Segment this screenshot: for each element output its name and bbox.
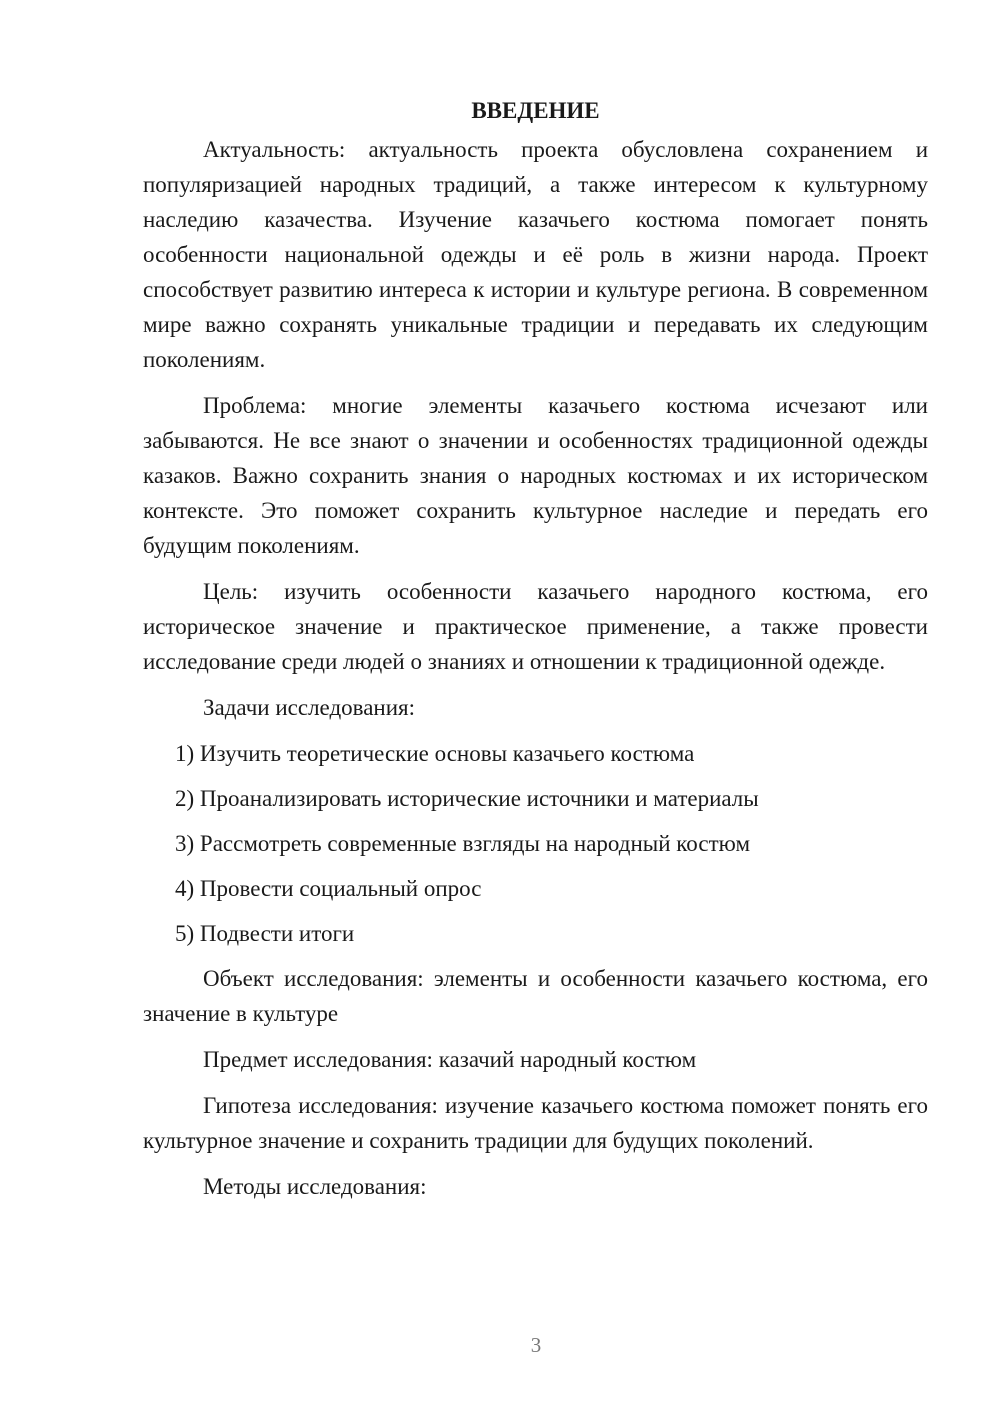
section-title: ВВЕДЕНИЕ	[471, 98, 600, 123]
hypothesis-paragraph: Гипотеза исследования: изучение казачьего костюма поможет понять его культурное значение и сохранить традиции для будущих поколений.	[143, 1093, 928, 1153]
task-item-1: 1) Изучить теоретические основы казачьего костюма	[175, 741, 695, 766]
goal-paragraph: Цель: изучить особенности казачьего народного костюма, его историческое значение и практическое применение, а также провести исследование среди людей о знаниях и отношении к традиционной одежде.	[143, 579, 928, 674]
document-page	[143, 96, 928, 1215]
methods-heading: Методы исследования:	[203, 1174, 427, 1199]
relevance-paragraph: Актуальность: актуальность проекта обусловлена сохранением и популяризацией народных традиций, а также интересом к культурному наследию казачества. Изучение казачьего костюма помогает понять особенности национальной одежды и её роль в жизни народа. Проект способствует развитию интереса к истории и культуре региона. В современном мире важно сохранять уникальные традиции и передавать их следующим поколениям.	[143, 137, 928, 372]
task-item-2: 2) Проанализировать исторические источники и материалы	[175, 786, 759, 811]
task-item-4: 4) Провести социальный опрос	[175, 876, 482, 901]
task-item-3: 3) Рассмотреть современные взгляды на народный костюм	[175, 831, 751, 856]
problem-paragraph: Проблема: многие элементы казачьего костюма исчезают или забываются. Не все знают о значении и особенностях традиционной одежды казаков. Важно сохранить знания о народных костюмах и их историческом контексте. Это поможет сохранить культурное наследие и передать его будущим поколениям.	[143, 393, 928, 558]
tasks-heading: Задачи исследования:	[203, 695, 416, 720]
object-paragraph: Объект исследования: элементы и особенности казачьего костюма, его значение в культуре	[143, 966, 928, 1026]
task-item-5: 5) Подвести итоги	[175, 921, 355, 946]
subject-paragraph: Предмет исследования: казачий народный костюм	[203, 1047, 697, 1072]
page-number: 3	[530, 1333, 542, 1357]
